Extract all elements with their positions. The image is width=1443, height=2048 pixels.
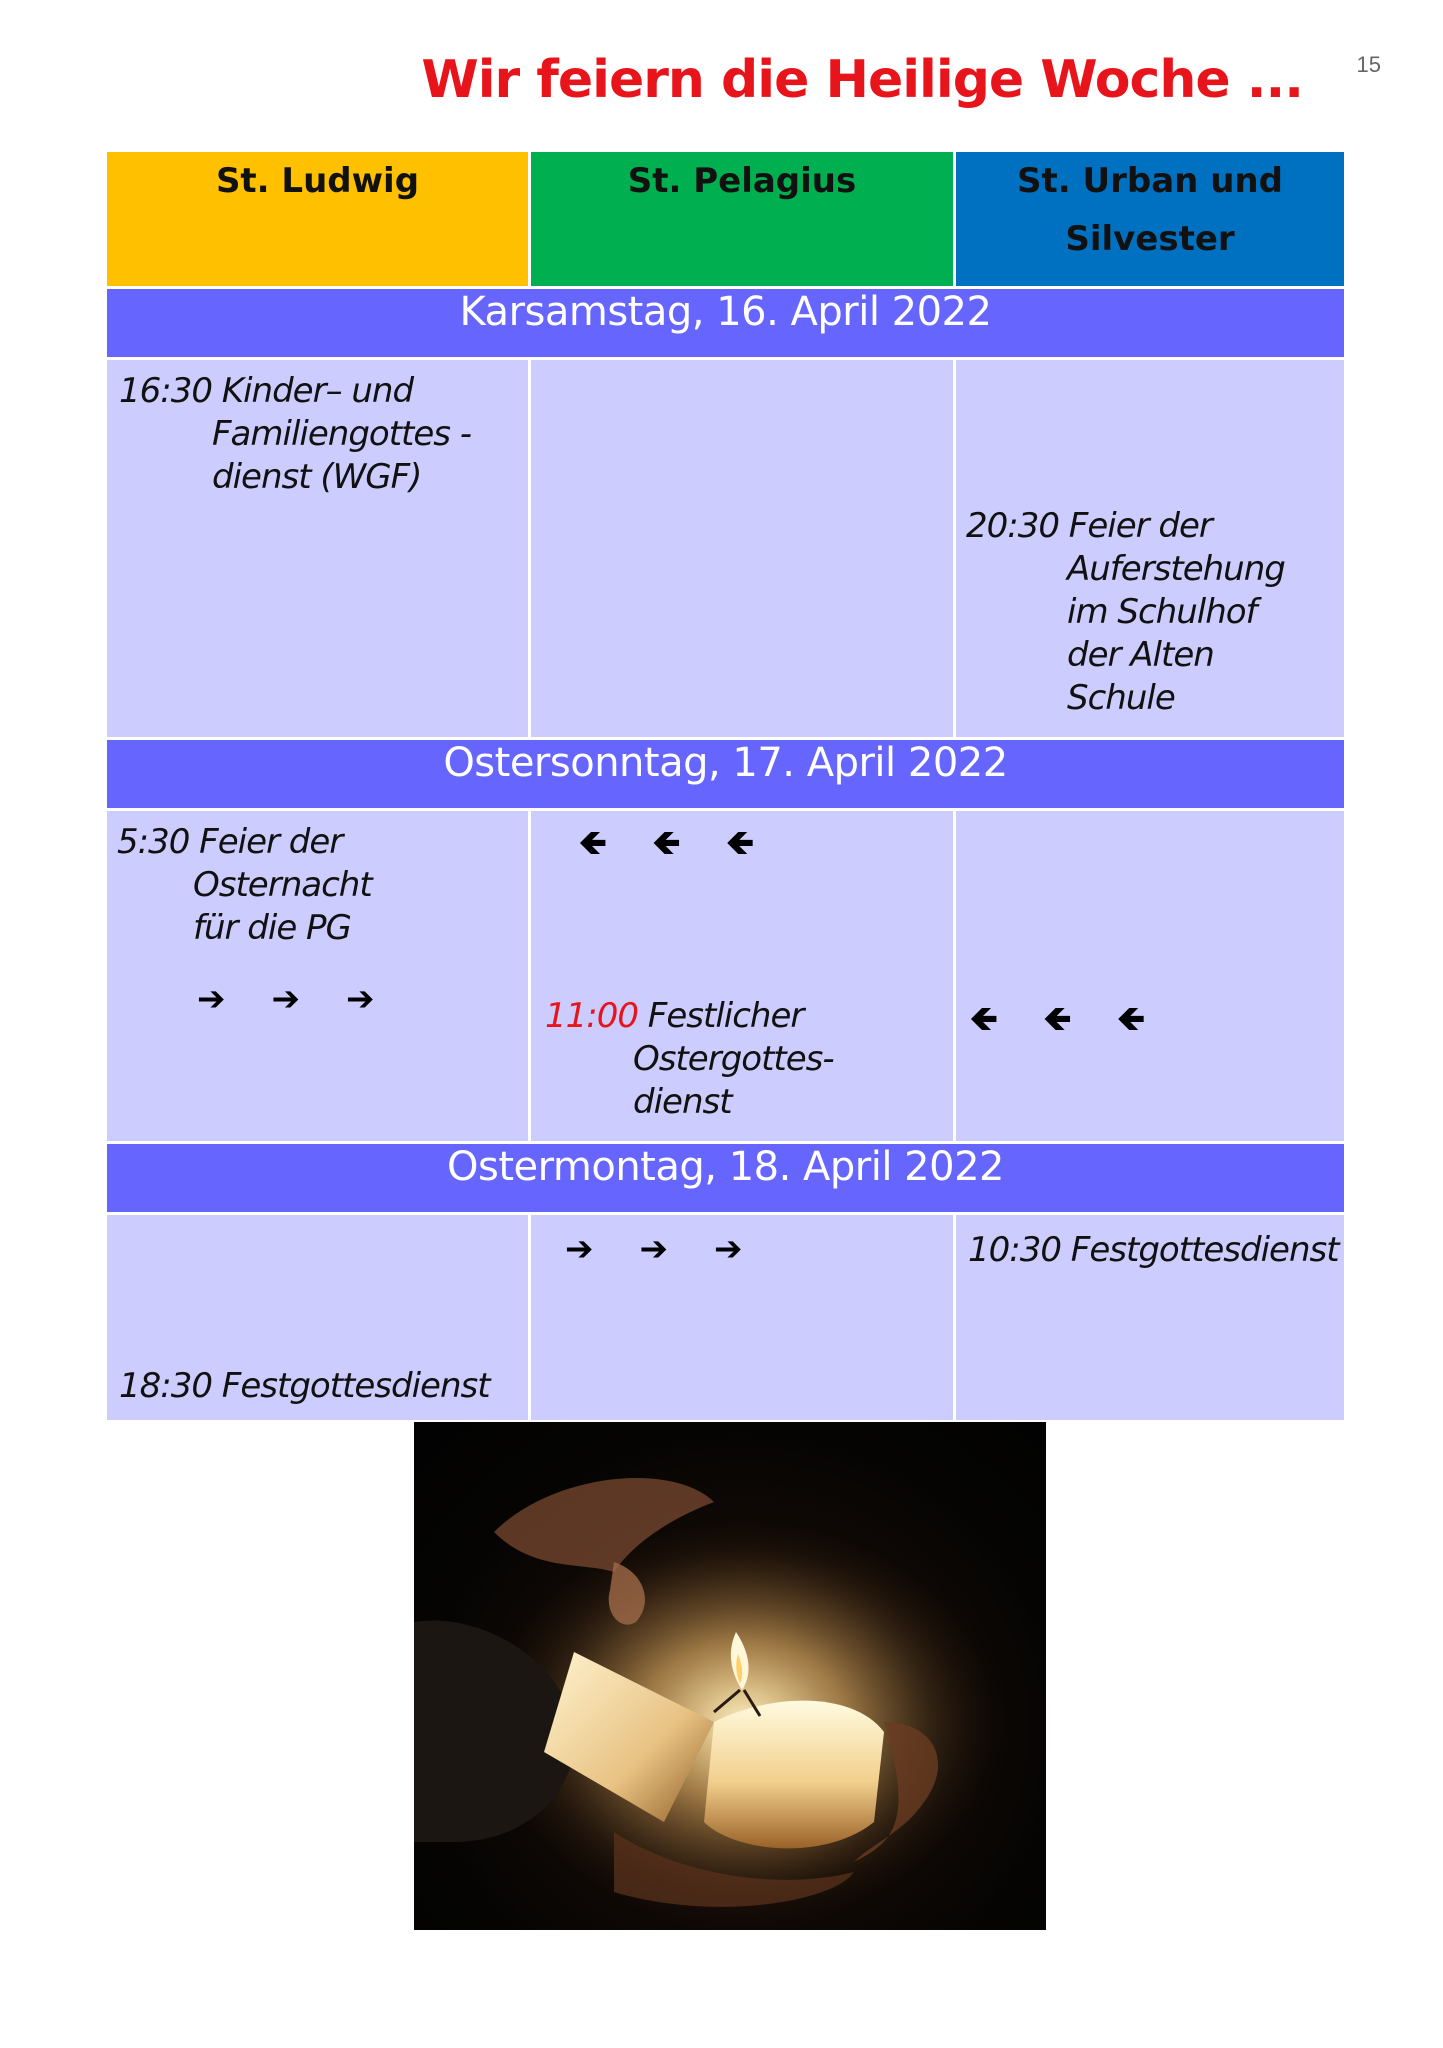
column-header-st-urban-silvester [955,151,1346,288]
service-line: Festgottesdienst [221,1366,490,1406]
day-row-ostersonntag [106,739,1346,810]
cell-urban [955,810,1346,1143]
day-row-karsamstag [106,288,1346,359]
service-line: Festlicher [647,996,804,1036]
schedule-row [106,810,1346,1143]
cell-ludwig [106,810,530,1143]
service-time: 20:30 [966,506,1059,546]
cell-ludwig [106,359,530,739]
column-header-st-pelagius: St. Pelagius [530,151,955,288]
schedule-row [106,359,1346,739]
service-line: Schule [1067,678,1175,718]
cell-pelagius [530,359,955,739]
service-entry [968,1229,1339,1272]
service-line: Feier der [1068,506,1212,546]
service-line: Auferstehung [1067,549,1285,589]
service-line: Ostergottes- [633,1039,834,1079]
cell-pelagius [530,810,955,1143]
left-arrows-icon: 🡸🡸🡸 [970,999,1191,1039]
service-entry [119,1365,490,1408]
schedule-table [104,149,1347,1423]
day-label: Ostermontag, 18. April 2022 [106,1143,1346,1214]
service-time: 11:00 [545,996,638,1036]
cell-urban [955,1214,1346,1422]
column-header-st-ludwig: St. Ludwig [106,151,530,288]
service-line: Feier der [199,822,343,862]
service-line: Kinder– und [221,371,414,411]
right-arrows-icon: ➔➔➔ [197,979,421,1019]
right-arrows-icon: ➔➔➔ [565,1229,789,1269]
column-header-text: St. Urban und Silvester [1017,161,1283,259]
candle-right [704,1701,884,1849]
service-line: Festgottesdienst [1070,1230,1339,1270]
service-line: dienst [633,1082,732,1122]
service-time: 5:30 [117,822,190,862]
left-arrows-icon: 🡸🡸🡸 [579,823,800,863]
service-line: Familiengottes - [212,414,472,454]
service-line: im Schulhof [1067,592,1257,632]
service-line: Osternacht [193,865,372,905]
service-entry [966,505,1285,720]
service-line: der Alten [1067,635,1214,675]
service-time: 10:30 [968,1230,1061,1270]
service-time: 18:30 [119,1366,212,1406]
cell-ludwig [106,1214,530,1422]
service-line: für die PG [193,908,351,948]
candle-lighting-photo [414,1422,1046,1930]
service-line: dienst (WGF) [212,457,422,497]
service-time: 16:30 [119,371,212,411]
cell-urban [955,359,1346,739]
page-title: Wir feiern die Heilige Woche ... [421,50,1303,110]
day-label: Karsamstag, 16. April 2022 [106,288,1346,359]
day-row-ostermontag [106,1143,1346,1214]
candle-illustration [414,1422,1046,1930]
table-header-row [106,151,1346,288]
service-entry [119,370,471,499]
service-entry [117,821,372,950]
cell-pelagius [530,1214,955,1422]
service-entry [545,995,834,1124]
page-number: 15 [1356,52,1381,77]
day-label: Ostersonntag, 17. April 2022 [106,739,1346,810]
schedule-row [106,1214,1346,1422]
